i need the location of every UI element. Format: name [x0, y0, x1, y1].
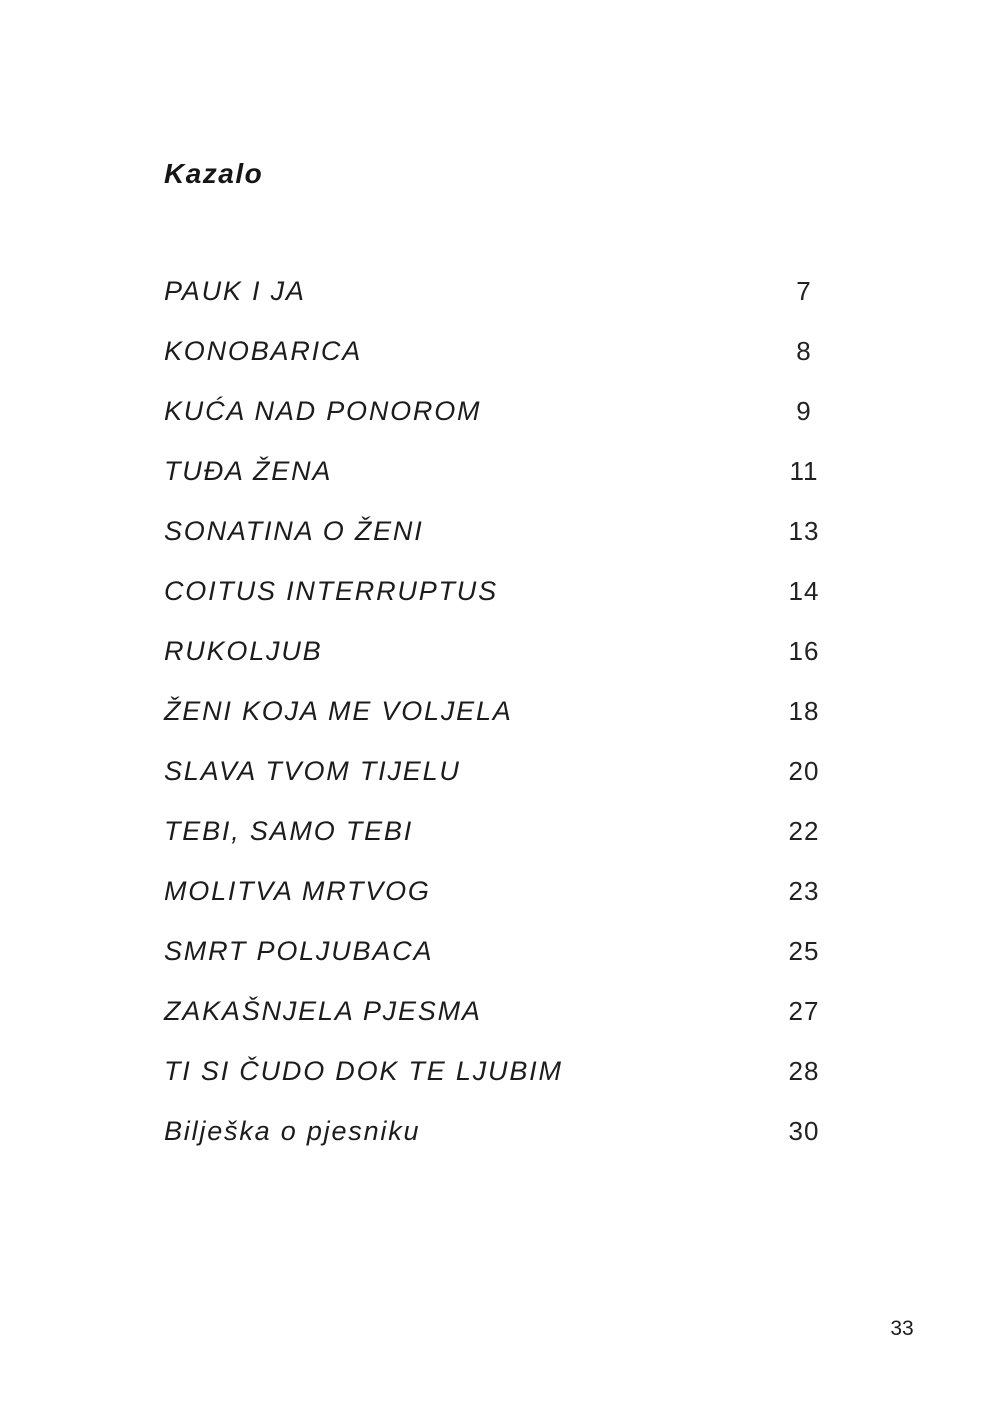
toc-entry	[164, 381, 828, 441]
toc-entry-page: 16	[788, 635, 820, 666]
toc-entry-page: 13	[788, 515, 820, 546]
toc-entry	[164, 441, 828, 501]
toc-entry-title: MOLITVA MRTVOG	[164, 875, 431, 906]
toc-entry	[164, 861, 828, 921]
toc-entry-page: 23	[788, 875, 820, 906]
toc-entry-page: 14	[788, 575, 820, 606]
toc-entry	[164, 321, 828, 381]
page-number: 33	[890, 1317, 914, 1340]
toc-entry-page: 20	[788, 755, 820, 786]
toc-entry	[164, 681, 828, 741]
toc-entry-title: Bilješka o pjesniku	[164, 1115, 421, 1146]
toc-entry-title: TUĐA ŽENA	[164, 455, 333, 486]
toc-entry	[164, 921, 828, 981]
toc-entry	[164, 261, 828, 321]
toc-entry-page: 8	[796, 335, 812, 366]
toc-entry	[164, 501, 828, 561]
toc-entry-title: TEBI, SAMO TEBI	[164, 815, 414, 846]
toc-entry-page: 22	[788, 815, 820, 846]
toc-entry-title: SMRT POLJUBACA	[164, 935, 434, 966]
toc-entry	[164, 621, 828, 681]
toc-entry-page: 18	[788, 695, 820, 726]
toc-entry-title: ZAKAŠNJELA PJESMA	[164, 995, 482, 1026]
table-of-contents	[164, 261, 828, 1161]
toc-entry-page: 28	[788, 1055, 820, 1086]
toc-entry-title: RUKOLJUB	[164, 635, 323, 666]
toc-entry	[164, 1101, 828, 1161]
toc-entry-page: 7	[796, 275, 812, 306]
toc-entry	[164, 801, 828, 861]
toc-entry-title: TI SI ČUDO DOK TE LJUBIM	[164, 1055, 563, 1086]
toc-entry-title: PAUK I JA	[164, 275, 306, 306]
toc-entry-title: KUĆA NAD PONOROM	[164, 395, 482, 426]
toc-entry	[164, 981, 828, 1041]
toc-entry-title: SONATINA O ŽENI	[164, 515, 424, 546]
toc-entry-title: COITUS INTERRUPTUS	[164, 575, 498, 606]
toc-entry-page: 25	[788, 935, 820, 966]
toc-entry-title: SLAVA TVOM TIJELU	[164, 755, 461, 786]
toc-entry-page: 11	[789, 455, 819, 486]
toc-entry-title: ŽENI KOJA ME VOLJELA	[164, 695, 513, 726]
toc-entry	[164, 561, 828, 621]
page-title: Kazalo	[164, 158, 264, 189]
toc-entry-title: KONOBARICA	[164, 335, 363, 366]
toc-entry	[164, 1041, 828, 1101]
toc-entry-page: 30	[788, 1115, 820, 1146]
toc-entry	[164, 741, 828, 801]
toc-entry-page: 27	[788, 995, 820, 1026]
toc-entry-page: 9	[796, 395, 812, 426]
